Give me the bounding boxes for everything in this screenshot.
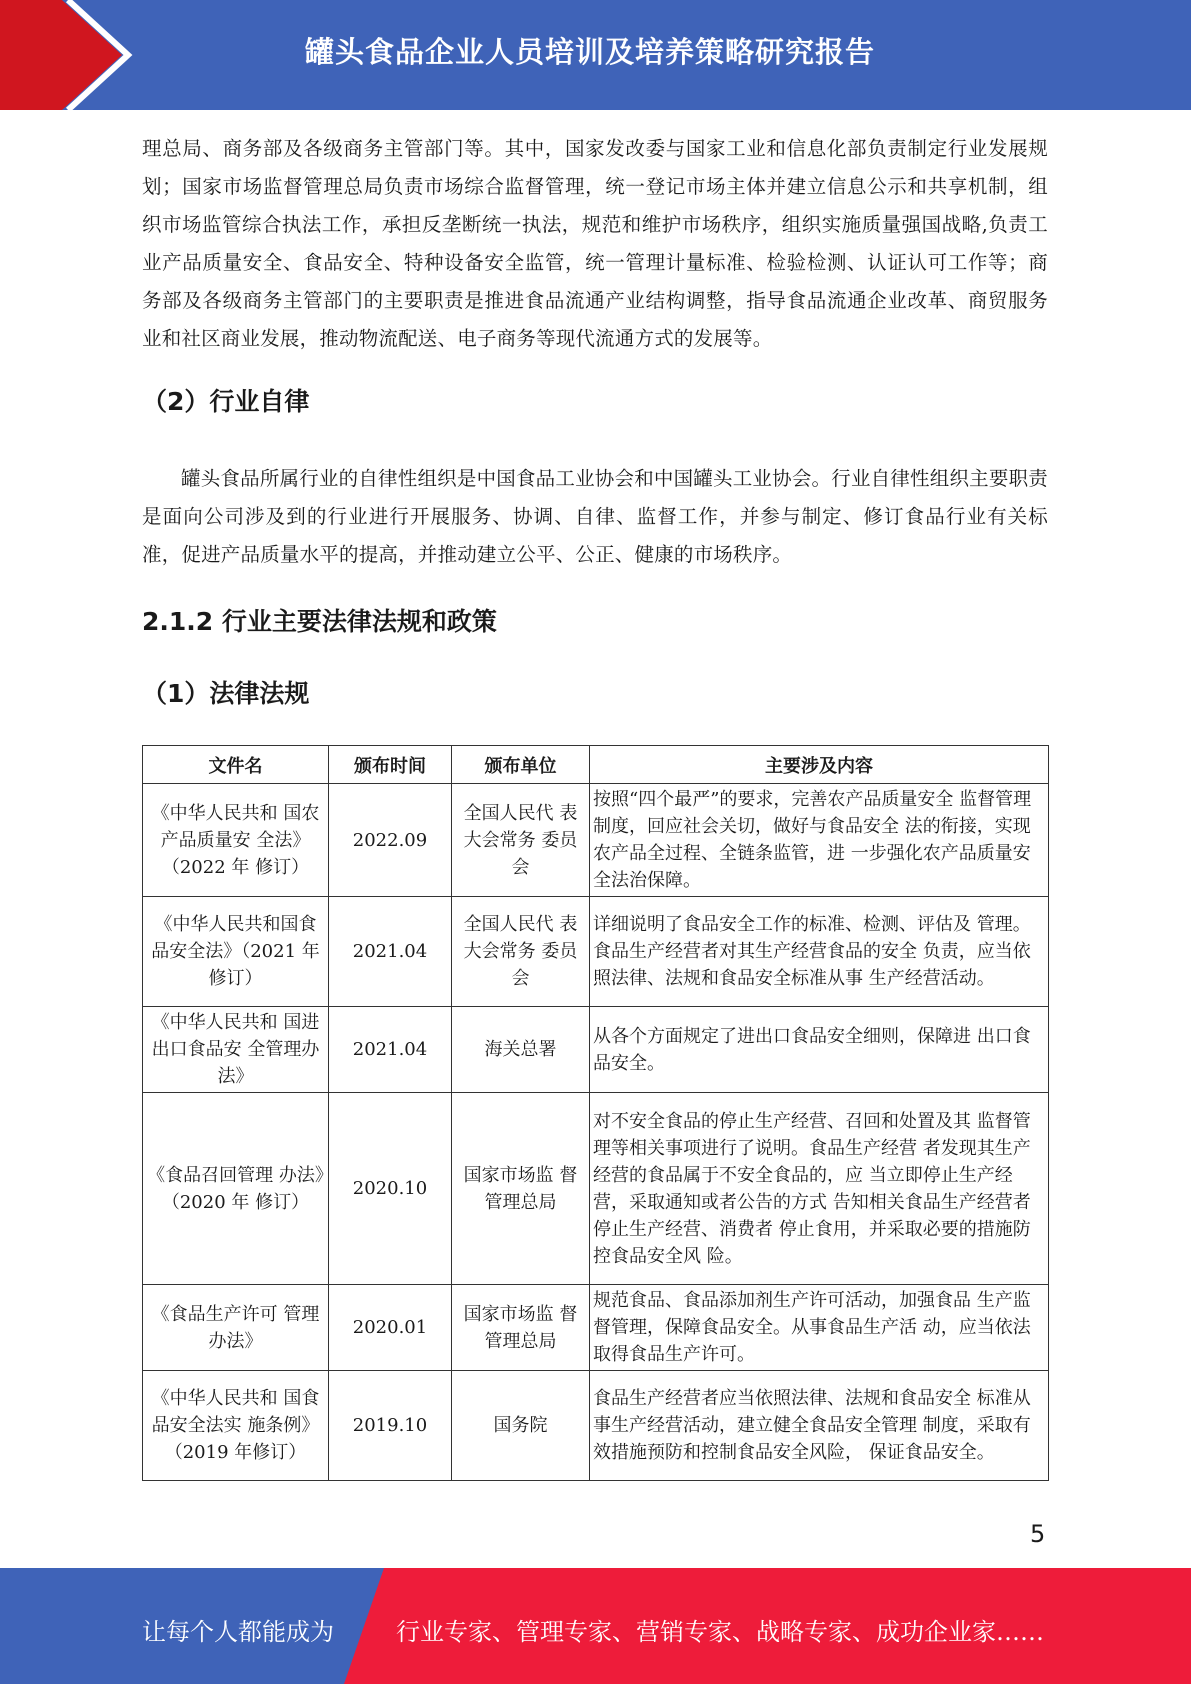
column-header-name: 文件名 bbox=[143, 746, 329, 784]
heading-self-regulation: （2）行业自律 bbox=[142, 387, 310, 416]
page-number: 5 bbox=[1030, 1520, 1046, 1548]
table-row bbox=[143, 784, 1049, 897]
cell-content: 从各个方面规定了进出口食品安全细则，保障进 出口食品安全。 bbox=[590, 1007, 1049, 1093]
cell-date: 2020.10 bbox=[329, 1093, 452, 1285]
cell-name: 《中华人民共和 国农产品质量安 全法》（2022 年 修订） bbox=[143, 784, 329, 897]
table-row bbox=[143, 1093, 1049, 1285]
table-row bbox=[143, 1371, 1049, 1481]
cell-issuer: 国家市场监 督管理总局 bbox=[452, 1285, 590, 1371]
cell-content: 按照“四个最严”的要求，完善农产品质量安全 监督管理制度，回应社会关切，做好与食品安全 法的衔接，实现农产品全过程、全链条监管，进 一步强化农产品质量安全法治保障。 bbox=[590, 784, 1049, 897]
laws-table bbox=[142, 745, 1049, 1481]
cell-name: 《中华人民共和国食品安全法》（2021 年修订） bbox=[143, 897, 329, 1007]
table-row bbox=[143, 1285, 1049, 1371]
cell-date: 2021.04 bbox=[329, 1007, 452, 1093]
cell-content: 食品生产经营者应当依照法律、法规和食品安全 标准从事生产经营活动，建立健全食品安全管理 制度，采取有效措施预防和控制食品安全风险， 保证食品安全。 bbox=[590, 1371, 1049, 1481]
page-content bbox=[142, 130, 1048, 710]
paragraph-self-regulation: 罐头食品所属行业的自律性组织是中国食品工业协会和中国罐头工业协会。行业自律性组织主要职责是面向公司涉及到的行业进行开展服务、协调、自律、监督工作，并参与制定、修订食品行业有关标准，促进产品质量水平的提高，并推动建立公平、公正、健康的市场秩序。 bbox=[142, 467, 1048, 566]
cell-name: 《食品生产许可 管理办法》 bbox=[143, 1285, 329, 1371]
heading-laws: （1）法律法规 bbox=[142, 679, 310, 708]
cell-issuer: 海关总署 bbox=[452, 1007, 590, 1093]
column-header-content: 主要涉及内容 bbox=[590, 746, 1049, 784]
cell-issuer: 国务院 bbox=[452, 1371, 590, 1481]
cell-issuer: 国家市场监 督管理总局 bbox=[452, 1093, 590, 1285]
cell-date: 2019.10 bbox=[329, 1371, 452, 1481]
section-heading-laws-policies: 2.1.2 行业主要法律法规和政策 bbox=[142, 607, 497, 636]
cell-content: 对不安全食品的停止生产经营、召回和处置及其 监督管理等相关事项进行了说明。食品生产经营 者发现其生产经营的食品属于不安全食品的，应 当立即停止生产经营，采取通知或者公告的方式 告知相关食品生产经营者停止生产经营、消费者 停止食用，并采取必要的措施防控食品安全风 险。 bbox=[590, 1093, 1049, 1285]
cell-content: 详细说明了食品安全工作的标准、检测、评估及 管理。食品生产经营者对其生产经营食品的安全 负责，应当依照法律、法规和食品安全标准从事 生产经营活动。 bbox=[590, 897, 1049, 1007]
cell-content: 规范食品、食品添加剂生产许可活动，加强食品 生产监督管理，保障食品安全。从事食品生产活 动，应当依法取得食品生产许可。 bbox=[590, 1285, 1049, 1371]
column-header-date: 颁布时间 bbox=[329, 746, 452, 784]
column-header-issuer: 颁布单位 bbox=[452, 746, 590, 784]
cell-date: 2020.01 bbox=[329, 1285, 452, 1371]
cell-date: 2021.04 bbox=[329, 897, 452, 1007]
header-band bbox=[0, 0, 1191, 110]
cell-date: 2022.09 bbox=[329, 784, 452, 897]
cell-issuer: 全国人民代 表大会常务 委员会 bbox=[452, 784, 590, 897]
table-row bbox=[143, 1007, 1049, 1093]
table-row bbox=[143, 897, 1049, 1007]
table-header-row bbox=[143, 746, 1049, 784]
cell-name: 《中华人民共和 国食品安全法实 施条例》（2019 年修订） bbox=[143, 1371, 329, 1481]
report-title: 罐头食品企业人员培训及培养策略研究报告 bbox=[305, 35, 876, 69]
footer-slogan-left: 让每个人都能成为 bbox=[142, 1618, 334, 1646]
cell-name: 《中华人民共和 国进出口食品安 全管理办法》 bbox=[143, 1007, 329, 1093]
paragraph-regulators: 理总局、商务部及各级商务主管部门等。其中，国家发改委与国家工业和信息化部负责制定行业发展规划；国家市场监督管理总局负责市场综合监督管理，统一登记市场主体并建立信息公示和共享机制，组织市场监管综合执法工作，承担反垄断统一执法，规范和维护市场秩序，组织实施质量强国战略,负责工业产品质量安全、食品安全、特种设备安全监管，统一管理计量标准、检验检测、认证认可工作等；商务部及各级商务主管部门的主要职责是推进食品流通产业结构调整，指导食品流通企业改革、商贸服务业和社区商业发展，推动物流配送、电子商务等现代流通方式的发展等。 bbox=[142, 137, 1048, 350]
cell-issuer: 全国人民代 表大会常务 委员会 bbox=[452, 897, 590, 1007]
header-arrow-decoration bbox=[0, 0, 150, 110]
cell-name: 《食品召回管理 办法》（2020 年 修订） bbox=[143, 1093, 329, 1285]
footer-slogan-right: 行业专家、管理专家、营销专家、战略专家、成功企业家…… bbox=[396, 1618, 1044, 1646]
